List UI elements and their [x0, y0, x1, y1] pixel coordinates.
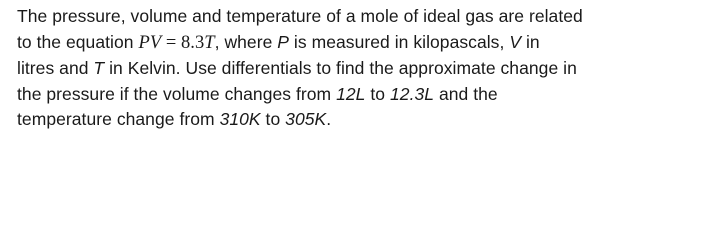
temperature-to: 305K: [285, 109, 327, 130]
text-segment: to: [260, 109, 286, 130]
problem-statement: [17, 4, 717, 133]
text-segment: to: [365, 83, 390, 104]
variable-v: V: [509, 31, 522, 52]
problem-line-4: [17, 82, 717, 108]
text-segment: temperature change from: [17, 109, 220, 130]
problem-line-2: [17, 30, 717, 57]
text-segment: litres and: [17, 58, 94, 79]
volume-from: 12L: [336, 83, 366, 104]
text-segment: .: [326, 109, 332, 130]
temperature-from: 310K: [219, 109, 261, 130]
problem-line-3: [17, 56, 717, 82]
text-segment: , where: [214, 31, 278, 52]
volume-to: 12.3L: [390, 83, 435, 104]
equation-mid: = 8.3: [161, 32, 205, 53]
text-segment: in: [521, 31, 540, 52]
variable-p: P: [277, 31, 290, 52]
text-segment: to the equation: [17, 31, 139, 52]
equation-lhs: PV: [138, 32, 162, 53]
text-segment: is measured in kilopascals,: [289, 31, 510, 52]
variable-t: T: [93, 58, 105, 79]
text-segment: the pressure if the volume changes from: [17, 83, 337, 104]
problem-line-1: The pressure, volume and temperature of a mole of ideal gas are related: [17, 6, 583, 26]
equation-rhs: T: [204, 32, 215, 53]
text-segment: and the: [434, 83, 498, 104]
problem-line-5: [17, 107, 717, 133]
text-segment: in Kelvin. Use differentials to find the approximate change in: [104, 58, 577, 79]
equation: [138, 33, 214, 53]
